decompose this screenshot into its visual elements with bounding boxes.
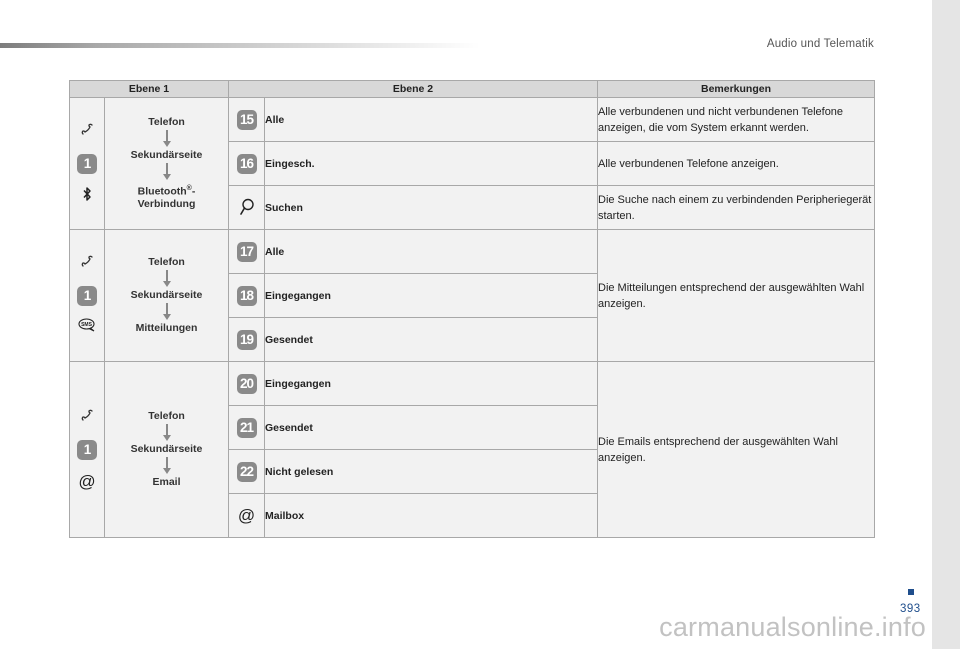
level2-icon-cell: [229, 186, 265, 230]
level1-icons-cell: [70, 98, 105, 230]
bluetooth-icon: [77, 186, 97, 206]
flow-sekundarseite: Sekundärseite: [130, 443, 203, 455]
level1-button[interactable]: 1: [77, 440, 97, 460]
at-icon: @: [78, 471, 96, 491]
level2-number-cell: [229, 230, 265, 274]
level2-label: Alle: [265, 98, 598, 142]
page-number: 393: [900, 603, 921, 615]
level2-button-19[interactable]: 19: [237, 330, 257, 350]
level1-flow-cell: [105, 230, 229, 362]
level2-icon-cell: [229, 494, 265, 538]
header-level1: Ebene 1: [70, 81, 229, 98]
remark-text: Alle verbundenen und nicht verbundenen Telefone anzeigen, die vom System erkannt werden.: [598, 98, 875, 142]
phone-icon: [77, 408, 97, 428]
level2-button-20[interactable]: 20: [237, 374, 257, 394]
level2-number-cell: [229, 142, 265, 186]
level2-number-cell: [229, 318, 265, 362]
flow-arrow: [163, 130, 171, 148]
level2-label: Gesendet: [265, 318, 598, 362]
level2-button-16[interactable]: 16: [237, 154, 257, 174]
level2-label: Eingesch.: [265, 142, 598, 186]
remark-text: Die Mitteilungen entsprechend der ausgewählten Wahl anzeigen.: [598, 230, 875, 362]
section-title: Audio und Telematik: [766, 38, 874, 50]
at-icon[interactable]: @: [237, 505, 256, 525]
flow-sekundarseite: Sekundärseite: [130, 289, 203, 301]
flow-email: Email: [152, 476, 181, 488]
level2-number-cell: [229, 450, 265, 494]
level2-number-cell: [229, 274, 265, 318]
table-header-row: [70, 81, 875, 98]
level2-label: Nicht gelesen: [265, 450, 598, 494]
table-row: [70, 362, 875, 406]
phone-icon: [77, 122, 97, 142]
flow-verbindung: Verbindung: [137, 198, 196, 211]
table-row: [70, 98, 875, 142]
page-marker: [908, 589, 914, 595]
flow-telefon: Telefon: [148, 115, 185, 128]
level2-button-21[interactable]: 21: [237, 418, 257, 438]
flow-bluetooth: Bluetooth®-: [137, 184, 196, 198]
level2-number-cell: [229, 406, 265, 450]
svg-text:SMS: SMS: [81, 321, 92, 328]
level2-label: Eingegangen: [265, 362, 598, 406]
phone-icon: [77, 254, 97, 274]
level1-icons-cell: [70, 230, 105, 362]
flow-sekundarseite: Sekundärseite: [130, 148, 203, 161]
level1-button[interactable]: 1: [77, 286, 97, 306]
flow-telefon: Telefon: [148, 410, 185, 422]
flow-mitteilungen: Mitteilungen: [135, 322, 198, 334]
search-icon[interactable]: [237, 198, 257, 218]
level2-button-18[interactable]: 18: [237, 286, 257, 306]
level2-label: Gesendet: [265, 406, 598, 450]
level2-number-cell: [229, 362, 265, 406]
level1-flow-cell: [105, 362, 229, 538]
level2-label: Suchen: [265, 186, 598, 230]
flow-telefon: Telefon: [148, 256, 185, 268]
level1-icons-cell: [70, 362, 105, 538]
level2-number-cell: [229, 98, 265, 142]
menu-table: [69, 80, 875, 538]
sms-icon: [77, 318, 97, 338]
page-edge-strip: [932, 0, 960, 649]
remark-text: Die Suche nach einem zu verbindenden Peripheriegerät starten.: [598, 186, 875, 230]
flow-arrow: [163, 270, 171, 288]
flow-arrow: [163, 457, 171, 475]
level1-flow-cell: [105, 98, 229, 230]
remark-text: Alle verbundenen Telefone anzeigen.: [598, 142, 875, 186]
level2-label: Eingegangen: [265, 274, 598, 318]
flow-arrow: [163, 163, 171, 181]
remark-text: Die Emails entsprechend der ausgewählten Wahl anzeigen.: [598, 362, 875, 538]
level1-button[interactable]: 1: [77, 154, 97, 174]
level2-button-17[interactable]: 17: [237, 242, 257, 262]
header-rule: [0, 43, 480, 48]
flow-arrow: [163, 303, 171, 321]
header-remarks: Bemerkungen: [598, 81, 875, 98]
level2-button-22[interactable]: 22: [237, 462, 257, 482]
level2-label: Alle: [265, 230, 598, 274]
header-level2: Ebene 2: [229, 81, 598, 98]
table-row: [70, 230, 875, 274]
watermark-text: carmanualsonline.info: [659, 612, 926, 642]
level2-button-15[interactable]: 15: [237, 110, 257, 130]
level2-label: Mailbox: [265, 494, 598, 538]
flow-arrow: [163, 424, 171, 442]
